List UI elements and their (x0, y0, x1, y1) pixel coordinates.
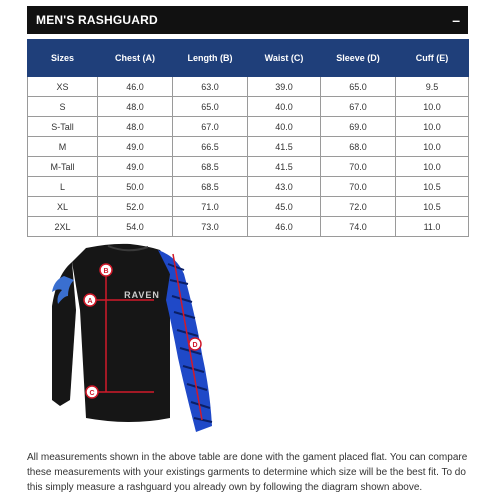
table-cell: S (28, 97, 98, 117)
table-cell: 68.5 (173, 177, 248, 197)
table-cell: 46.0 (248, 217, 321, 237)
marker-d-label: D (192, 342, 198, 349)
table-cell: 74.0 (321, 217, 396, 237)
table-cell: 10.5 (396, 197, 469, 217)
table-cell: M-Tall (28, 157, 98, 177)
section-title: MEN'S RASHGUARD (36, 13, 158, 27)
marker-b-label: B (103, 268, 109, 275)
table-header-row (28, 40, 469, 77)
table-cell: 10.0 (396, 157, 469, 177)
column-header-waist: Waist (C) (248, 40, 321, 77)
table-cell: 43.0 (248, 177, 321, 197)
table-cell: 63.0 (173, 77, 248, 97)
table-row (28, 77, 469, 97)
table-cell: 73.0 (173, 217, 248, 237)
table-cell: 49.0 (98, 157, 173, 177)
table-cell: 10.5 (396, 177, 469, 197)
table-cell: 70.0 (321, 177, 396, 197)
table-cell: 48.0 (98, 117, 173, 137)
table-row (28, 137, 469, 157)
table-cell: 40.0 (248, 97, 321, 117)
shirt-brand-logo: RAVEN (124, 290, 160, 300)
table-cell: 70.0 (321, 157, 396, 177)
table-cell: 48.0 (98, 97, 173, 117)
size-chart-table (27, 39, 469, 237)
table-cell: 9.5 (396, 77, 469, 97)
table-cell: M (28, 137, 98, 157)
table-cell: 40.0 (248, 117, 321, 137)
table-cell: 52.0 (98, 197, 173, 217)
marker-d (189, 338, 201, 350)
table-cell: 11.0 (396, 217, 469, 237)
table-cell: 2XL (28, 217, 98, 237)
table-cell: 45.0 (248, 197, 321, 217)
marker-c-label: C (89, 390, 95, 397)
column-header-length: Length (B) (173, 40, 248, 77)
table-cell: XS (28, 77, 98, 97)
table-row (28, 117, 469, 137)
rashguard-illustration (30, 240, 240, 440)
table-cell: L (28, 177, 98, 197)
table-cell: 65.0 (321, 77, 396, 97)
table-cell: S-Tall (28, 117, 98, 137)
table-cell: 65.0 (173, 97, 248, 117)
table-cell: 46.0 (98, 77, 173, 97)
table-cell: 10.0 (396, 137, 469, 157)
table-cell: 39.0 (248, 77, 321, 97)
column-header-sizes: Sizes (28, 40, 98, 77)
table-cell: 66.5 (173, 137, 248, 157)
table-cell: 49.0 (98, 137, 173, 157)
table-cell: 10.0 (396, 97, 469, 117)
marker-b (100, 264, 112, 276)
table-cell: 41.5 (248, 137, 321, 157)
table-cell: 71.0 (173, 197, 248, 217)
table-cell: 50.0 (98, 177, 173, 197)
table-cell: 67.0 (321, 97, 396, 117)
table-row (28, 197, 469, 217)
table-cell: 68.5 (173, 157, 248, 177)
column-header-cuff: Cuff (E) (396, 40, 469, 77)
column-header-chest: Chest (A) (98, 40, 173, 77)
table-cell: 67.0 (173, 117, 248, 137)
table-cell: 54.0 (98, 217, 173, 237)
table-row (28, 97, 469, 117)
table-cell: 10.0 (396, 117, 469, 137)
collapse-toggle-icon[interactable]: – (452, 12, 460, 28)
table-cell: 68.0 (321, 137, 396, 157)
column-header-sleeve: Sleeve (D) (321, 40, 396, 77)
table-cell: XL (28, 197, 98, 217)
table-row (28, 157, 469, 177)
table-row (28, 217, 469, 237)
table-cell: 69.0 (321, 117, 396, 137)
section-header-mens-rashguard[interactable] (27, 6, 468, 34)
marker-a-label: A (87, 298, 93, 305)
table-row (28, 177, 469, 197)
measurement-description: All measurements shown in the above table are done with the gament placed flat. You can compare these measurements with your existings garments to determine which size will be the best fit. To do this simply measure a rashguard you already own by following the diagram shown above. (27, 452, 468, 493)
rashguard-measurement-diagram (30, 240, 240, 440)
marker-c (86, 386, 98, 398)
table-cell: 72.0 (321, 197, 396, 217)
table-cell: 41.5 (248, 157, 321, 177)
marker-a (84, 294, 96, 306)
